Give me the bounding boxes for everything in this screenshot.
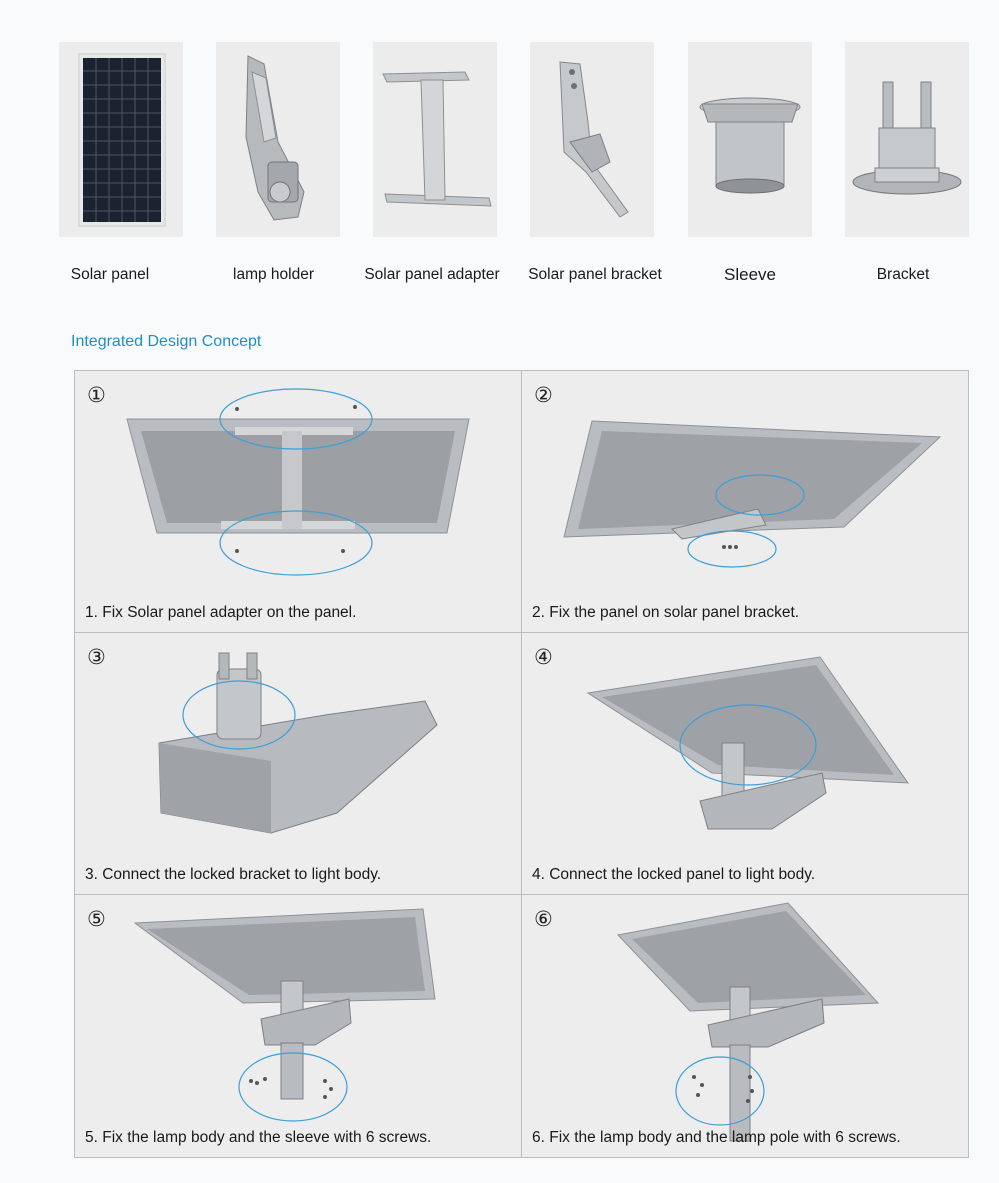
step-4-caption: 4. Connect the locked panel to light body. <box>532 866 816 883</box>
step-6-illustration <box>522 895 968 1157</box>
part-label-solar-panel-bracket: Solar panel bracket <box>528 266 662 283</box>
bracket-icon <box>845 42 969 237</box>
step-5-number: ⑤ <box>87 907 106 931</box>
part-label-sleeve: Sleeve <box>724 265 776 284</box>
part-label-solar-panel-adapter: Solar panel adapter <box>364 266 500 283</box>
part-label-solar-panel: Solar panel <box>70 266 150 283</box>
step-6-cell <box>522 895 968 1157</box>
sleeve-icon <box>688 42 812 237</box>
step-5-cell <box>75 895 522 1157</box>
solar-panel-bracket-icon <box>530 42 654 237</box>
solar-panel-icon <box>59 42 183 237</box>
section-title: Integrated Design Concept <box>71 333 262 350</box>
step-3-caption: 3. Connect the locked bracket to light body. <box>85 866 382 883</box>
step-4-illustration <box>522 633 968 895</box>
step-3-cell <box>75 633 522 895</box>
step-6-caption: 6. Fix the lamp body and the lamp pole with 6 screws. <box>532 1129 901 1146</box>
parts-row <box>0 0 999 300</box>
solar-panel-adapter-icon <box>373 42 497 237</box>
step-1-caption: 1. Fix Solar panel adapter on the panel. <box>85 604 357 621</box>
steps-grid <box>74 370 969 1158</box>
step-2-cell <box>522 371 968 633</box>
lamp-holder-icon <box>216 42 340 237</box>
part-label-bracket: Bracket <box>876 266 930 283</box>
step-2-number: ② <box>534 383 553 407</box>
step-4-cell <box>522 633 968 895</box>
step-2-caption: 2. Fix the panel on solar panel bracket. <box>532 604 800 621</box>
step-1-cell <box>75 371 522 633</box>
step-5-illustration <box>75 895 522 1157</box>
step-2-illustration <box>522 371 968 633</box>
step-1-number: ① <box>87 383 106 407</box>
step-4-number: ④ <box>534 645 553 669</box>
step-5-caption: 5. Fix the lamp body and the sleeve with 6 screws. <box>85 1129 432 1146</box>
step-1-illustration <box>75 371 522 633</box>
step-3-illustration <box>75 633 522 895</box>
step-6-number: ⑥ <box>534 907 553 931</box>
part-label-lamp-holder: lamp holder <box>233 266 314 283</box>
step-3-number: ③ <box>87 645 106 669</box>
